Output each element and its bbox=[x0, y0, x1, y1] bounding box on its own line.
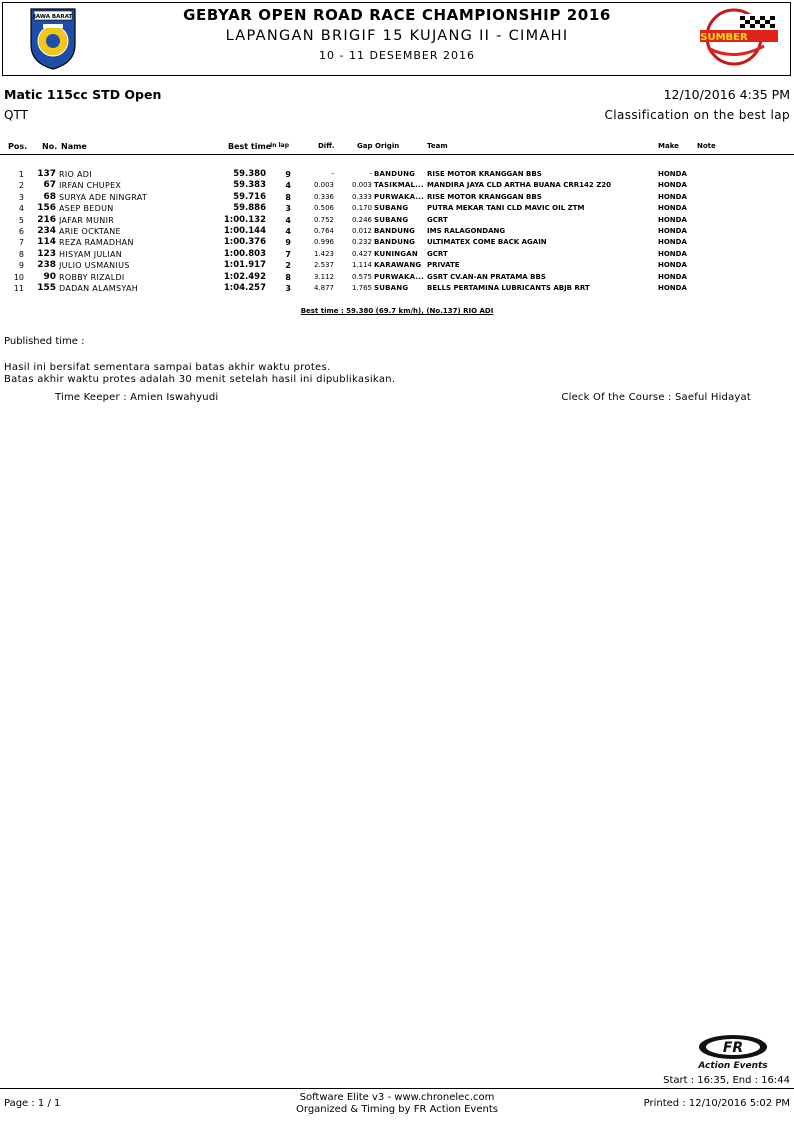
table-row bbox=[0, 283, 794, 294]
result-in-lap: 2 bbox=[285, 261, 291, 271]
table-row bbox=[0, 260, 794, 271]
col-name: Name bbox=[61, 142, 87, 151]
result-in-lap: 3 bbox=[285, 204, 291, 214]
result-number: 216 bbox=[37, 214, 56, 225]
header-divider bbox=[0, 154, 794, 155]
result-diff: 0.996 bbox=[313, 238, 334, 247]
result-rider-name: ASEP BEDUN bbox=[59, 204, 114, 214]
result-best-time: 1:00.376 bbox=[223, 237, 266, 248]
result-origin: BANDUNG bbox=[374, 226, 416, 235]
software-credit: Software Elite v3 - www.chronelec.com bbox=[299, 1092, 495, 1103]
col-no: No. bbox=[42, 142, 58, 151]
logo-left-text: JAWA BARAT bbox=[33, 14, 73, 20]
result-diff: 0.752 bbox=[313, 215, 334, 224]
result-pos: 1 bbox=[18, 170, 24, 179]
result-best-time: 1:04.257 bbox=[223, 282, 266, 293]
result-team: GCRT bbox=[427, 215, 448, 224]
result-in-lap: 4 bbox=[285, 215, 291, 225]
published-time: Published time : bbox=[4, 336, 85, 347]
result-make: HONDA bbox=[658, 249, 687, 258]
sponsor-logo bbox=[694, 8, 784, 66]
result-number: 137 bbox=[37, 169, 56, 179]
table-row bbox=[0, 203, 794, 214]
result-diff: 2.537 bbox=[313, 261, 334, 270]
result-diff: 0.506 bbox=[313, 204, 334, 213]
result-pos: 10 bbox=[13, 272, 24, 282]
result-origin: KARAWANG bbox=[374, 261, 422, 270]
result-rider-name: ROBBY RIZALDI bbox=[59, 272, 125, 282]
result-team: MANDIRA JAYA CLD ARTHA BUANA CRR142 Z20 bbox=[427, 181, 612, 190]
table-row bbox=[0, 272, 794, 283]
result-in-lap: 4 bbox=[285, 226, 291, 236]
result-number: 123 bbox=[37, 248, 56, 259]
footer-divider bbox=[0, 1088, 794, 1089]
result-pos: 6 bbox=[18, 226, 24, 236]
result-number: 114 bbox=[37, 237, 56, 248]
time-keeper: Time Keeper : Amien Iswahyudi bbox=[55, 392, 219, 403]
result-gap: 0.427 bbox=[351, 249, 372, 258]
organizer-credit: Organized & Timing by FR Action Events bbox=[296, 1104, 498, 1115]
result-team: PRIVATE bbox=[427, 261, 460, 270]
result-gap: 0.003 bbox=[351, 181, 372, 190]
result-team: PUTRA MEKAR TANI CLD MAVIC OIL ZTM bbox=[427, 204, 585, 213]
result-in-lap: 3 bbox=[285, 283, 291, 293]
result-make: HONDA bbox=[658, 226, 687, 235]
result-in-lap: 9 bbox=[285, 238, 291, 248]
table-row bbox=[0, 180, 794, 191]
result-best-time: 1:01.917 bbox=[223, 260, 266, 271]
table-row bbox=[0, 169, 794, 180]
result-gap: 0.246 bbox=[351, 215, 372, 224]
result-best-time: 59.380 bbox=[233, 169, 266, 179]
result-best-time: 59.716 bbox=[233, 191, 266, 202]
result-gap: 0.575 bbox=[351, 272, 372, 281]
page-number: Page : 1 / 1 bbox=[4, 1098, 61, 1109]
result-gap: 0.170 bbox=[351, 204, 372, 213]
result-origin: SUBANG bbox=[374, 215, 409, 224]
fr-logo-brand: Action Events bbox=[698, 1061, 768, 1071]
col-make: Make bbox=[658, 142, 679, 150]
svg-text:FR: FR bbox=[722, 1040, 744, 1056]
result-pos: 4 bbox=[18, 204, 24, 214]
table-row bbox=[0, 215, 794, 226]
result-rider-name: DADAN ALAMSYAH bbox=[59, 283, 139, 293]
result-diff: 0.003 bbox=[313, 181, 334, 190]
result-team: RISE MOTOR KRANGGAN BBS bbox=[427, 192, 542, 201]
result-make: HONDA bbox=[658, 238, 687, 247]
result-rider-name: HISYAM JULIAN bbox=[59, 249, 123, 259]
result-origin: KUNINGAN bbox=[374, 249, 418, 258]
result-number: 238 bbox=[37, 260, 56, 271]
result-make: HONDA bbox=[658, 261, 687, 270]
result-origin: BANDUNG bbox=[374, 170, 416, 178]
result-team: BELLS PERTAMINA LUBRICANTS ABJB RRT bbox=[427, 283, 590, 292]
result-pos: 5 bbox=[18, 215, 24, 225]
result-in-lap: 9 bbox=[285, 170, 291, 179]
result-best-time: 1:00.144 bbox=[223, 225, 266, 236]
result-diff: 0.764 bbox=[313, 226, 334, 235]
result-in-lap: 7 bbox=[285, 249, 291, 259]
result-pos: 7 bbox=[18, 238, 24, 248]
event-dates: 10 - 11 DESEMBER 2016 bbox=[319, 49, 475, 62]
result-make: HONDA bbox=[658, 215, 687, 224]
result-make: HONDA bbox=[658, 170, 687, 178]
printed-timestamp: Printed : 12/10/2016 5:02 PM bbox=[643, 1098, 790, 1109]
result-in-lap: 4 bbox=[285, 181, 291, 191]
result-rider-name: RIO ADI bbox=[59, 170, 92, 179]
result-best-time: 59.886 bbox=[233, 203, 266, 214]
result-diff: - bbox=[331, 170, 334, 178]
result-make: HONDA bbox=[658, 283, 687, 292]
start-end-time: Start : 16:35, End : 16:44 bbox=[663, 1075, 790, 1086]
table-row bbox=[0, 249, 794, 260]
result-best-time: 1:00.132 bbox=[223, 214, 266, 225]
result-rider-name: JAFAR MUNIR bbox=[59, 215, 115, 225]
classification-type: Classification on the best lap bbox=[604, 108, 790, 122]
result-gap: 0.012 bbox=[351, 226, 372, 235]
event-venue: LAPANGAN BRIGIF 15 KUJANG II - CIMAHI bbox=[225, 28, 569, 44]
table-row bbox=[0, 237, 794, 248]
protest-deadline-note: Batas akhir waktu protes adalah 30 menit setelah hasil ini dipublikasikan. bbox=[4, 374, 396, 385]
result-origin: SUBANG bbox=[374, 283, 409, 292]
result-pos: 2 bbox=[18, 181, 24, 191]
result-gap: - bbox=[369, 170, 372, 178]
result-best-time: 59.383 bbox=[233, 180, 266, 191]
col-pos: Pos. bbox=[8, 142, 28, 151]
clerk-of-course: Cleck Of the Course : Saeful Hidayat bbox=[561, 392, 751, 403]
result-rider-name: ARIE OCKTANE bbox=[59, 226, 121, 236]
result-pos: 8 bbox=[18, 249, 24, 259]
result-origin: BANDUNG bbox=[374, 238, 416, 247]
results-table bbox=[0, 169, 794, 294]
results-column-header bbox=[0, 142, 794, 154]
col-in-lap: In lap bbox=[270, 142, 289, 149]
result-rider-name: IRFAN CHUPEX bbox=[59, 181, 122, 191]
session-name: QTT bbox=[4, 108, 28, 122]
best-time-summary: Best time : 59.380 (69.7 km/h), (No.137) RIO ADI bbox=[300, 307, 494, 315]
result-pos: 3 bbox=[18, 192, 24, 202]
result-rider-name: JULIO USMANIUS bbox=[59, 261, 130, 271]
result-diff: 4.877 bbox=[313, 283, 334, 292]
result-gap: 0.232 bbox=[351, 238, 372, 247]
table-row bbox=[0, 226, 794, 237]
event-title: GEBYAR OPEN ROAD RACE CHAMPIONSHIP 2016 bbox=[183, 6, 611, 24]
provisional-note: Hasil ini bersifat sementara sampai batas akhir waktu protes. bbox=[4, 362, 331, 373]
sponsor-logo-text: SUMBER bbox=[700, 32, 748, 43]
race-datetime: 12/10/2016 4:35 PM bbox=[663, 87, 790, 102]
result-best-time: 1:02.492 bbox=[223, 271, 266, 282]
result-number: 90 bbox=[43, 271, 56, 282]
result-make: HONDA bbox=[658, 181, 687, 190]
table-row bbox=[0, 192, 794, 203]
result-gap: 1.765 bbox=[351, 283, 372, 292]
result-number: 234 bbox=[37, 225, 56, 236]
result-in-lap: 8 bbox=[285, 272, 291, 282]
col-gap: Gap bbox=[357, 142, 373, 150]
result-team: RISE MOTOR KRANGGAN BBS bbox=[427, 170, 542, 178]
result-origin: PURWAKA... bbox=[374, 192, 424, 201]
result-in-lap: 8 bbox=[285, 192, 291, 202]
result-number: 68 bbox=[43, 191, 56, 202]
result-origin: SUBANG bbox=[374, 204, 409, 213]
result-rider-name: SURYA ADE NINGRAT bbox=[59, 192, 148, 202]
col-diff: Diff. bbox=[318, 142, 335, 150]
result-gap: 0.333 bbox=[351, 192, 372, 201]
result-origin: TASIKMAL... bbox=[374, 181, 424, 190]
result-rider-name: REZA RAMADHAN bbox=[59, 238, 134, 248]
col-team: Team bbox=[427, 142, 448, 150]
result-diff: 3.112 bbox=[313, 272, 334, 281]
result-team: GCRT bbox=[427, 249, 448, 258]
result-make: HONDA bbox=[658, 192, 687, 201]
result-number: 155 bbox=[37, 282, 56, 293]
result-make: HONDA bbox=[658, 272, 687, 281]
result-team: IMS RALAGONDANG bbox=[427, 226, 506, 235]
result-number: 156 bbox=[37, 203, 56, 214]
col-origin: Origin bbox=[375, 142, 400, 150]
result-team: GSRT CV.AN-AN PRATAMA BBS bbox=[427, 272, 546, 281]
result-gap: 1.114 bbox=[351, 261, 372, 270]
result-diff: 0.336 bbox=[313, 192, 334, 201]
result-best-time: 1:00.803 bbox=[223, 248, 266, 259]
result-diff: 1.423 bbox=[313, 249, 334, 258]
fr-action-events-logo bbox=[695, 1033, 771, 1071]
result-make: HONDA bbox=[658, 204, 687, 213]
result-team: ULTIMATEX COME BACK AGAIN bbox=[427, 238, 547, 247]
result-pos: 11 bbox=[13, 283, 24, 293]
race-title: Matic 115cc STD Open bbox=[4, 87, 162, 102]
result-pos: 9 bbox=[18, 261, 24, 271]
col-best-time: Best time bbox=[228, 142, 272, 151]
result-number: 67 bbox=[43, 180, 56, 191]
col-note: Note bbox=[697, 142, 716, 150]
result-origin: PURWAKA... bbox=[374, 272, 424, 281]
